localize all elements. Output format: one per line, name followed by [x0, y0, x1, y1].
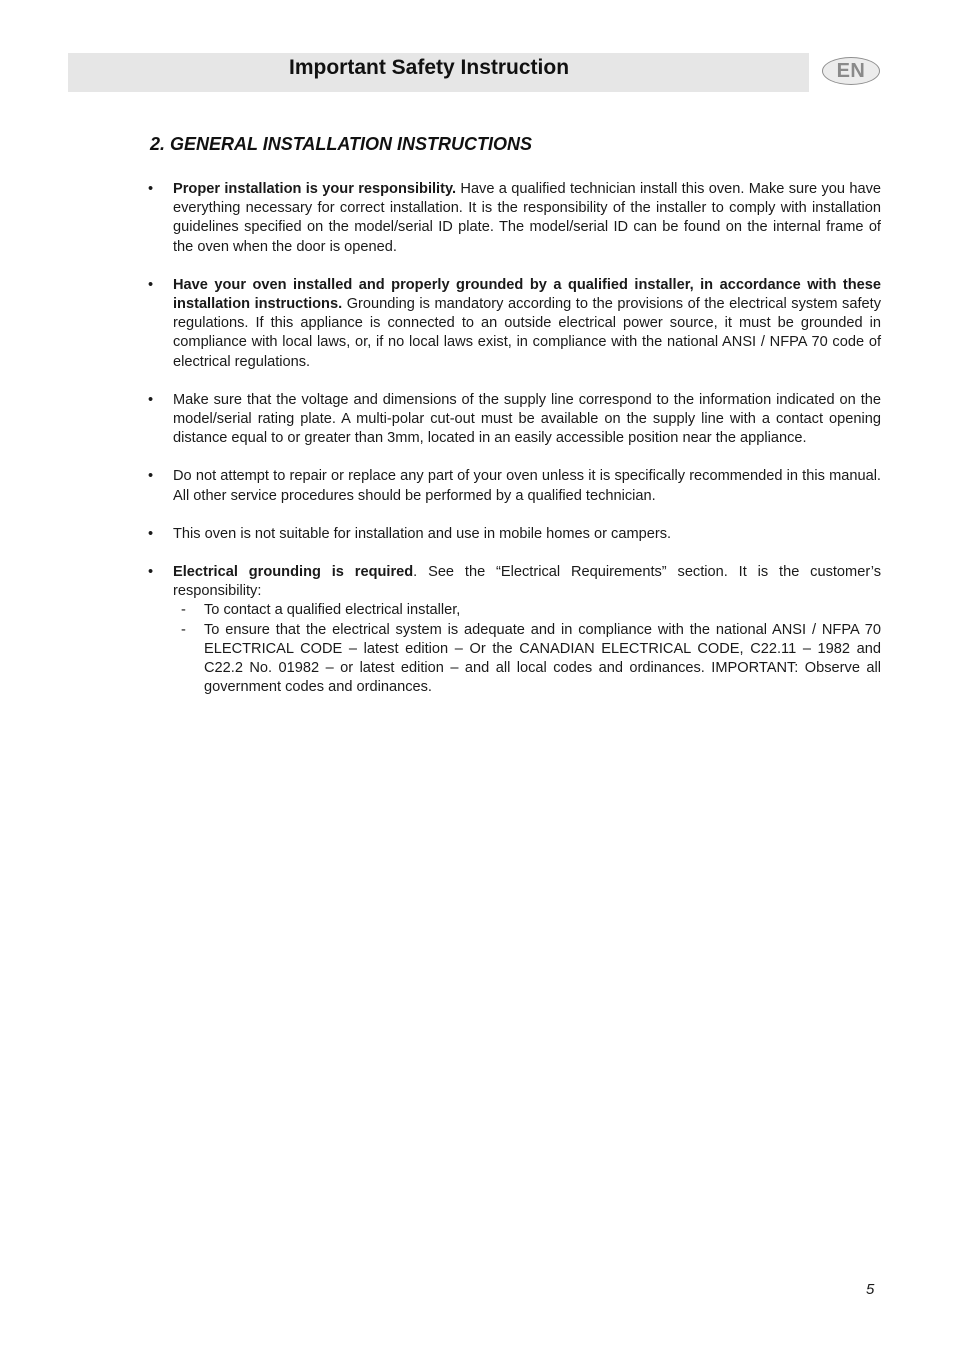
list-item	[148, 525, 881, 544]
sub-list-item	[173, 621, 881, 698]
sub-item-text: To ensure that the electrical system is adequate and in compliance with the national ANSI / NFPA 70 ELECTRICAL CODE – latest edition – Or the CANADIAN ELECTRICAL CODE, C22.11 – 1982 and C22.2 No. 01982 – or latest edition – and all local codes and ordinances. IMPORTANT: Observe all government codes and ordinances.	[204, 621, 881, 696]
dash: -	[181, 621, 186, 638]
bullet: •	[148, 468, 154, 485]
bullet: •	[148, 276, 154, 293]
list-item	[148, 467, 881, 505]
item-text: Do not attempt to repair or replace any part of your oven unless it is specifically recommended in this manual. All other service procedures should be performed by a qualified technician.	[173, 468, 881, 504]
item-text: Grounding is mandatory according to the provisions of the electrical system safety regulations. If this appliance is connected to an outside electrical power source, it must be grounded in compliance with local laws, or, if no local laws exist, in compliance with the national ANSI / NFPA 70 code of electrical regulations.	[173, 296, 881, 370]
language-badge: EN	[822, 57, 880, 85]
section-title: 2. GENERAL INSTALLATION INSTRUCTIONS	[150, 134, 533, 154]
item-text: . See the “Electrical Requirements” section. It is the customer’s responsibility:	[173, 564, 881, 600]
list-item	[148, 276, 881, 372]
bullet: •	[148, 564, 154, 581]
list-item	[148, 180, 881, 257]
header-bar	[68, 53, 809, 92]
page-number: 5	[866, 1281, 875, 1298]
bullet: •	[148, 181, 154, 197]
page-title: Important Safety Instruction	[289, 56, 570, 79]
item-text: This oven is not suitable for installation and use in mobile homes or campers.	[173, 525, 672, 542]
item-bold-text: Proper installation is your responsibility.	[173, 181, 457, 197]
sub-list-item	[173, 601, 881, 620]
list-item	[148, 563, 881, 697]
item-text: Have a qualified technician install this oven. Make sure you have everything necessary for correct installation. It is the responsibility of the installer to comply with installation guidelines specified on the model/serial ID plate. The model/serial ID can be found on the internal frame of the oven when the door is opened.	[173, 181, 881, 255]
list-item	[148, 391, 881, 449]
dash: -	[181, 602, 186, 619]
sub-item-text: To contact a qualified electrical installer,	[204, 602, 461, 619]
item-bold-text: Electrical grounding is required	[173, 564, 414, 581]
instructions-list	[148, 180, 881, 716]
bullet: •	[148, 525, 154, 542]
item-bold-text: Have your oven installed and properly grounded by a qualified installer, in accordance with these installation instructions.	[173, 276, 881, 313]
bullet: •	[148, 391, 154, 408]
item-text: Make sure that the voltage and dimensions of the supply line correspond to the information indicated on the model/serial rating plate. A multi-polar cut-out must be available on the supply line with a contact opening distance equal to or greater than 3mm, located in an easily accessible position near the appliance.	[173, 391, 881, 447]
